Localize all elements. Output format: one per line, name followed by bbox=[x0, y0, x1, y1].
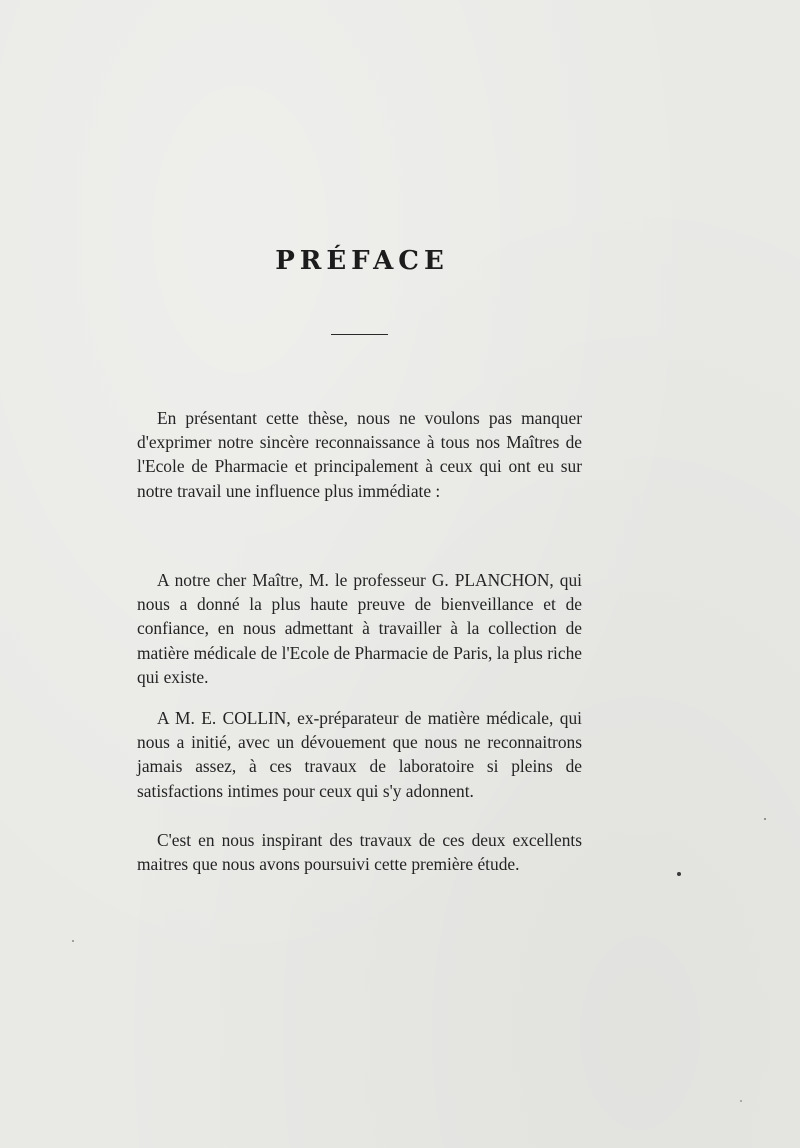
paper-speck bbox=[740, 1100, 742, 1102]
paragraph-collin: A M. E. COLLIN, ex-préparateur de matière médicale, qui nous a initié, avec un dévouement que nous ne reconnaitrons jamais assez, à ces travaux de laboratoire si pleins de satisfactions intimes pour ceux qui s'y adonnent. bbox=[137, 708, 582, 801]
page-title: PRÉFACE bbox=[275, 246, 449, 276]
paragraph-intro: En présentant cette thèse, nous ne voulons pas manquer d'exprimer notre sincère reconnaissance à tous nos Maîtres de l'Ecole de Pharmacie et principalement à ceux qui ont eu sur notre travail une influence plus immédiate : bbox=[137, 408, 582, 501]
paper-speck bbox=[677, 872, 681, 876]
title-divider bbox=[331, 334, 388, 335]
paper-speck bbox=[72, 940, 74, 942]
paragraph-closing: C'est en nous inspirant des travaux de ces deux excellents maitres que nous avons poursuivi cette première étude. bbox=[137, 830, 582, 875]
paper-speck bbox=[764, 818, 766, 820]
paragraph-planchon: A notre cher Maître, M. le professeur G. PLANCHON, qui nous a donné la plus haute preuve de bienveillance et de confiance, en nous admettant à travailler à la collection de matière médicale de l'Ecole de Pharmacie de Paris, la plus riche qui existe. bbox=[137, 570, 582, 687]
